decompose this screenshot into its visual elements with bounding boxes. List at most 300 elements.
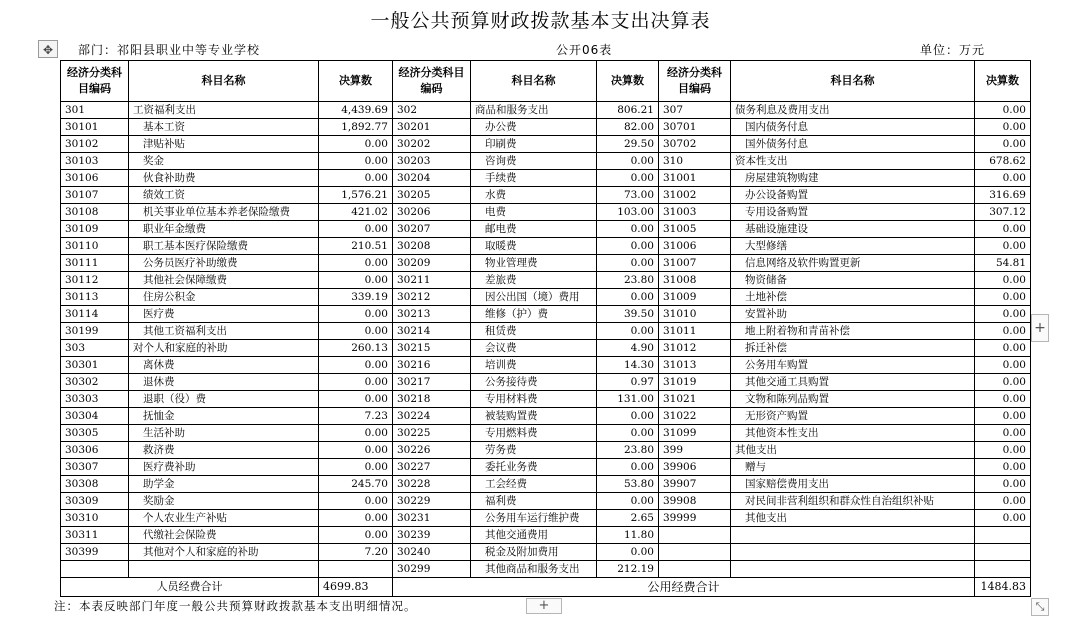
cell-name: 救济费: [129, 442, 319, 459]
cell-amount: 0.00: [975, 425, 1031, 442]
cell-code: 30108: [61, 204, 129, 221]
cell-code: 30103: [61, 153, 129, 170]
cell-code: 31008: [659, 272, 731, 289]
cell-name: 抚恤金: [129, 408, 319, 425]
cell-code: 31002: [659, 187, 731, 204]
cell-amount: 29.50: [597, 136, 659, 153]
cell-code: 31022: [659, 408, 731, 425]
cell-code: 31021: [659, 391, 731, 408]
cell-amount: 307.12: [975, 204, 1031, 221]
department-label: 部门：祁阳县职业中等专业学校: [78, 43, 261, 57]
cell-code: 30309: [61, 493, 129, 510]
cell-amount: 0.00: [975, 340, 1031, 357]
cell-code: 39908: [659, 493, 731, 510]
cell-name: 会议费: [471, 340, 597, 357]
cell-name: 被装购置费: [471, 408, 597, 425]
cell-amount: 0.00: [319, 255, 393, 272]
cell-name: 退休费: [129, 374, 319, 391]
cell-name: 基础设施建设: [731, 221, 975, 238]
cell-amount: 0.00: [597, 408, 659, 425]
cell-amount: 0.00: [597, 238, 659, 255]
cell-amount: 0.00: [319, 272, 393, 289]
cell-amount: 0.00: [975, 306, 1031, 323]
cell-amount: 0.00: [975, 391, 1031, 408]
cell-name: 其他支出: [731, 510, 975, 527]
cell-amount: 0.97: [597, 374, 659, 391]
cell-name: [731, 544, 975, 561]
cell-amount: 0.00: [597, 153, 659, 170]
cell-code: [659, 527, 731, 544]
cell-amount: 0.00: [319, 493, 393, 510]
cell-name: 土地补偿: [731, 289, 975, 306]
cell-amount: 0.00: [319, 527, 393, 544]
cell-amount: 23.80: [597, 442, 659, 459]
resize-icon[interactable]: ⤡: [1031, 598, 1049, 616]
cell-name: 绩效工资: [129, 187, 319, 204]
cell-amount: 0.00: [319, 221, 393, 238]
table-row: [61, 289, 1031, 306]
cell-name: 租赁费: [471, 323, 597, 340]
cell-amount: 0.00: [975, 119, 1031, 136]
cell-name: 其他资本性支出: [731, 425, 975, 442]
cell-name: 工资福利支出: [129, 102, 319, 119]
cell-name: 维修（护）费: [471, 306, 597, 323]
cell-amount: 339.19: [319, 289, 393, 306]
page-title: 一般公共预算财政拨款基本支出决算表: [370, 10, 711, 32]
cell-code: 30231: [393, 510, 471, 527]
cell-amount: 0.00: [597, 459, 659, 476]
cell-name: 地上附着物和青苗补偿: [731, 323, 975, 340]
cell-amount: 0.00: [975, 272, 1031, 289]
cell-amount: 260.13: [319, 340, 393, 357]
table-body: [61, 102, 1031, 578]
cell-name: 助学金: [129, 476, 319, 493]
cell-name: 咨询费: [471, 153, 597, 170]
cell-code: 30203: [393, 153, 471, 170]
cell-code: 30106: [61, 170, 129, 187]
cell-amount: 54.81: [975, 255, 1031, 272]
cell-amount: 0.00: [319, 357, 393, 374]
public-total-value: 1484.83: [975, 578, 1031, 597]
header-name-1: 科目名称: [129, 61, 319, 102]
cell-amount: 0.00: [975, 323, 1031, 340]
totals-row: [61, 578, 1031, 597]
cell-amount: 421.02: [319, 204, 393, 221]
cell-amount: 0.00: [597, 544, 659, 561]
header-amount-1: 决算数: [319, 61, 393, 102]
cell-amount: 0.00: [319, 442, 393, 459]
cell-code: 30110: [61, 238, 129, 255]
move-icon[interactable]: ✥: [38, 40, 58, 58]
cell-code: 31010: [659, 306, 731, 323]
cell-amount: 82.00: [597, 119, 659, 136]
table-row: [61, 136, 1031, 153]
cell-code: 301: [61, 102, 129, 119]
cell-code: 30206: [393, 204, 471, 221]
cell-code: 307: [659, 102, 731, 119]
table-row: [61, 204, 1031, 221]
cell-code: 30225: [393, 425, 471, 442]
cell-code: 31005: [659, 221, 731, 238]
cell-code: 30113: [61, 289, 129, 306]
cell-name: 公务员医疗补助缴费: [129, 255, 319, 272]
cell-code: 30212: [393, 289, 471, 306]
cell-name: 专用燃料费: [471, 425, 597, 442]
cell-name: 公务接待费: [471, 374, 597, 391]
cell-name: 办公设备购置: [731, 187, 975, 204]
cell-amount: 210.51: [319, 238, 393, 255]
cell-name: 商品和服务支出: [471, 102, 597, 119]
table-row: [61, 374, 1031, 391]
cell-amount: 4,439.69: [319, 102, 393, 119]
cell-amount: 0.00: [975, 374, 1031, 391]
cell-code: 30114: [61, 306, 129, 323]
cell-code: 31011: [659, 323, 731, 340]
cell-name: 税金及附加费用: [471, 544, 597, 561]
cell-code: 30218: [393, 391, 471, 408]
cell-name: 赠与: [731, 459, 975, 476]
cell-amount: 0.00: [597, 255, 659, 272]
cell-code: 30111: [61, 255, 129, 272]
table-row: [61, 527, 1031, 544]
cell-name: 对个人和家庭的补助: [129, 340, 319, 357]
cell-name: 工会经费: [471, 476, 597, 493]
cell-name: 安置补助: [731, 306, 975, 323]
cell-amount: [319, 561, 393, 578]
cell-amount: [975, 527, 1031, 544]
cell-amount: 0.00: [597, 323, 659, 340]
cell-amount: 0.00: [319, 459, 393, 476]
cell-amount: 2.65: [597, 510, 659, 527]
header-code-2: 经济分类科目编码: [393, 61, 471, 102]
cell-name: 印刷费: [471, 136, 597, 153]
cell-amount: [975, 544, 1031, 561]
cell-amount: 316.69: [975, 187, 1031, 204]
cell-amount: 0.00: [975, 493, 1031, 510]
table-code-label: 公开06表: [556, 43, 613, 57]
cell-code: 30215: [393, 340, 471, 357]
cell-amount: 23.80: [597, 272, 659, 289]
cell-code: 30217: [393, 374, 471, 391]
cell-name: 其他交通费用: [471, 527, 597, 544]
cell-name: 对民间非营利组织和群众性自治组织补贴: [731, 493, 975, 510]
cell-name: 其他商品和服务支出: [471, 561, 597, 578]
cell-name: 其他对个人和家庭的补助: [129, 544, 319, 561]
table-row: [61, 255, 1031, 272]
table-row: [61, 408, 1031, 425]
header-amount-3: 决算数: [975, 61, 1031, 102]
cell-code: 303: [61, 340, 129, 357]
cell-code: 30299: [393, 561, 471, 578]
cell-name: 电费: [471, 204, 597, 221]
cell-code: 30310: [61, 510, 129, 527]
table-row: [61, 476, 1031, 493]
table-note: 注：本表反映部门年度一般公共预算财政拨款基本支出明细情况。: [54, 599, 417, 613]
table-row: [61, 459, 1031, 476]
cell-code: 31012: [659, 340, 731, 357]
cell-code: 39906: [659, 459, 731, 476]
cell-amount: 212.19: [597, 561, 659, 578]
personnel-total-value: 4699.83: [319, 578, 393, 597]
cell-code: 31019: [659, 374, 731, 391]
cell-name: 公务用车运行维护费: [471, 510, 597, 527]
cell-name: [731, 527, 975, 544]
table-row: [61, 272, 1031, 289]
table-row: [61, 187, 1031, 204]
cell-code: [659, 561, 731, 578]
table-row: [61, 119, 1031, 136]
cell-amount: 0.00: [975, 442, 1031, 459]
add-row-plus-icon[interactable]: +: [526, 598, 562, 614]
cell-code: 30204: [393, 170, 471, 187]
cell-code: [61, 561, 129, 578]
cell-name: 福利费: [471, 493, 597, 510]
cell-code: 30201: [393, 119, 471, 136]
cell-name: 医疗费: [129, 306, 319, 323]
cell-name: 信息网络及软件购置更新: [731, 255, 975, 272]
table-row: [61, 510, 1031, 527]
cell-amount: 0.00: [975, 510, 1031, 527]
cell-amount: 131.00: [597, 391, 659, 408]
cell-name: 国家赔偿费用支出: [731, 476, 975, 493]
cell-code: [659, 544, 731, 561]
cell-name: 职业年金缴费: [129, 221, 319, 238]
cell-code: 30102: [61, 136, 129, 153]
cell-name: 津贴补贴: [129, 136, 319, 153]
cell-name: 奖金: [129, 153, 319, 170]
cell-code: 30311: [61, 527, 129, 544]
cell-code: 310: [659, 153, 731, 170]
cell-amount: 0.00: [597, 289, 659, 306]
cell-name: 个人农业生产补贴: [129, 510, 319, 527]
table-header-row: [61, 61, 1031, 102]
table-row: [61, 170, 1031, 187]
cell-amount: [975, 561, 1031, 578]
cell-amount: 0.00: [975, 357, 1031, 374]
table-row: [61, 493, 1031, 510]
cell-amount: 0.00: [319, 391, 393, 408]
expenditure-table: [60, 60, 1031, 597]
cell-code: 30199: [61, 323, 129, 340]
cell-code: 30304: [61, 408, 129, 425]
cell-code: 39907: [659, 476, 731, 493]
cell-name: 房屋建筑物购建: [731, 170, 975, 187]
cell-amount: 0.00: [319, 170, 393, 187]
header-amount-2: 决算数: [597, 61, 659, 102]
cell-code: 30239: [393, 527, 471, 544]
cell-amount: 103.00: [597, 204, 659, 221]
cell-amount: 0.00: [975, 221, 1031, 238]
table-row: [61, 357, 1031, 374]
cell-name: 培训费: [471, 357, 597, 374]
cell-code: 30211: [393, 272, 471, 289]
cell-amount: 0.00: [975, 408, 1031, 425]
cell-name: 专用设备购置: [731, 204, 975, 221]
cell-amount: 0.00: [975, 102, 1031, 119]
cell-amount: 1,576.21: [319, 187, 393, 204]
cell-code: 30307: [61, 459, 129, 476]
cell-name: 物业管理费: [471, 255, 597, 272]
cell-amount: 14.30: [597, 357, 659, 374]
add-column-plus-icon[interactable]: +: [1031, 314, 1049, 342]
cell-name: [129, 561, 319, 578]
header-code-3: 经济分类科目编码: [659, 61, 731, 102]
cell-name: 公务用车购置: [731, 357, 975, 374]
cell-name: 委托业务费: [471, 459, 597, 476]
cell-name: 无形资产购置: [731, 408, 975, 425]
cell-amount: 0.00: [975, 238, 1031, 255]
table-row: [61, 561, 1031, 578]
cell-amount: 0.00: [597, 221, 659, 238]
cell-code: 30308: [61, 476, 129, 493]
cell-name: 专用材料费: [471, 391, 597, 408]
cell-name: 其他支出: [731, 442, 975, 459]
header-code-1: 经济分类科目编码: [61, 61, 129, 102]
cell-code: 30702: [659, 136, 731, 153]
cell-amount: 7.23: [319, 408, 393, 425]
cell-code: 30303: [61, 391, 129, 408]
cell-name: 水费: [471, 187, 597, 204]
cell-amount: 11.80: [597, 527, 659, 544]
table-row: [61, 425, 1031, 442]
table-row: [61, 306, 1031, 323]
cell-name: 职工基本医疗保险缴费: [129, 238, 319, 255]
cell-amount: 0.00: [597, 493, 659, 510]
cell-name: 其他社会保障缴费: [129, 272, 319, 289]
cell-name: 债务利息及费用支出: [731, 102, 975, 119]
cell-code: 302: [393, 102, 471, 119]
cell-code: 31006: [659, 238, 731, 255]
cell-name: 劳务费: [471, 442, 597, 459]
cell-amount: 73.00: [597, 187, 659, 204]
cell-name: 邮电费: [471, 221, 597, 238]
table-row: [61, 221, 1031, 238]
cell-code: 39999: [659, 510, 731, 527]
cell-code: 30202: [393, 136, 471, 153]
cell-name: 大型修缮: [731, 238, 975, 255]
cell-name: [731, 561, 975, 578]
table-row: [61, 340, 1031, 357]
cell-name: 伙食补助费: [129, 170, 319, 187]
cell-code: 30228: [393, 476, 471, 493]
cell-amount: 806.21: [597, 102, 659, 119]
header-name-2: 科目名称: [471, 61, 597, 102]
cell-name: 基本工资: [129, 119, 319, 136]
cell-code: 30224: [393, 408, 471, 425]
table-row: [61, 442, 1031, 459]
cell-amount: 0.00: [319, 153, 393, 170]
table-row: [61, 102, 1031, 119]
cell-code: 30701: [659, 119, 731, 136]
cell-name: 资本性支出: [731, 153, 975, 170]
cell-code: 30306: [61, 442, 129, 459]
cell-code: 30240: [393, 544, 471, 561]
cell-code: 31003: [659, 204, 731, 221]
cell-name: 机关事业单位基本养老保险缴费: [129, 204, 319, 221]
cell-name: 文物和陈列品购置: [731, 391, 975, 408]
cell-name: 退职（役）费: [129, 391, 319, 408]
cell-code: 30205: [393, 187, 471, 204]
cell-amount: 0.00: [319, 510, 393, 527]
cell-name: 生活补助: [129, 425, 319, 442]
public-total-label: 公用经费合计: [393, 578, 975, 597]
cell-code: 30208: [393, 238, 471, 255]
cell-name: 国外债务付息: [731, 136, 975, 153]
cell-code: 31007: [659, 255, 731, 272]
table-row: [61, 238, 1031, 255]
cell-code: 30216: [393, 357, 471, 374]
cell-amount: 678.62: [975, 153, 1031, 170]
cell-amount: 0.00: [319, 425, 393, 442]
cell-amount: 0.00: [975, 170, 1031, 187]
cell-code: 31013: [659, 357, 731, 374]
cell-amount: 0.00: [975, 476, 1031, 493]
cell-code: 30229: [393, 493, 471, 510]
cell-name: 因公出国（境）费用: [471, 289, 597, 306]
cell-name: 其他交通工具购置: [731, 374, 975, 391]
cell-code: 30213: [393, 306, 471, 323]
cell-name: 物资储备: [731, 272, 975, 289]
cell-amount: 7.20: [319, 544, 393, 561]
personnel-total-label: 人员经费合计: [61, 578, 319, 597]
cell-name: 手续费: [471, 170, 597, 187]
cell-code: 30112: [61, 272, 129, 289]
cell-name: 国内债务付息: [731, 119, 975, 136]
table-row: [61, 391, 1031, 408]
cell-code: 30207: [393, 221, 471, 238]
cell-code: 30214: [393, 323, 471, 340]
cell-name: 拆迁补偿: [731, 340, 975, 357]
cell-amount: 0.00: [319, 136, 393, 153]
cell-amount: 0.00: [597, 425, 659, 442]
cell-name: 办公费: [471, 119, 597, 136]
cell-amount: 0.00: [319, 374, 393, 391]
cell-name: 住房公积金: [129, 289, 319, 306]
table-row: [61, 544, 1031, 561]
cell-name: 代缴社会保险费: [129, 527, 319, 544]
cell-code: 30109: [61, 221, 129, 238]
cell-code: 30226: [393, 442, 471, 459]
cell-amount: 0.00: [319, 306, 393, 323]
cell-amount: 53.80: [597, 476, 659, 493]
cell-code: 30305: [61, 425, 129, 442]
cell-code: 30227: [393, 459, 471, 476]
cell-amount: 0.00: [975, 289, 1031, 306]
cell-code: 30301: [61, 357, 129, 374]
cell-code: 30399: [61, 544, 129, 561]
table-row: [61, 153, 1031, 170]
cell-amount: 4.90: [597, 340, 659, 357]
cell-name: 差旅费: [471, 272, 597, 289]
cell-name: 医疗费补助: [129, 459, 319, 476]
cell-code: 30101: [61, 119, 129, 136]
cell-amount: 1,892.77: [319, 119, 393, 136]
cell-amount: 0.00: [319, 323, 393, 340]
header-name-3: 科目名称: [731, 61, 975, 102]
cell-amount: 0.00: [975, 459, 1031, 476]
cell-amount: 39.50: [597, 306, 659, 323]
cell-amount: 245.70: [319, 476, 393, 493]
cell-name: 取暖费: [471, 238, 597, 255]
cell-code: 31099: [659, 425, 731, 442]
cell-code: 31001: [659, 170, 731, 187]
cell-amount: 0.00: [975, 136, 1031, 153]
cell-code: 399: [659, 442, 731, 459]
table-row: [61, 323, 1031, 340]
cell-code: 30107: [61, 187, 129, 204]
cell-code: 31009: [659, 289, 731, 306]
cell-name: 其他工资福利支出: [129, 323, 319, 340]
